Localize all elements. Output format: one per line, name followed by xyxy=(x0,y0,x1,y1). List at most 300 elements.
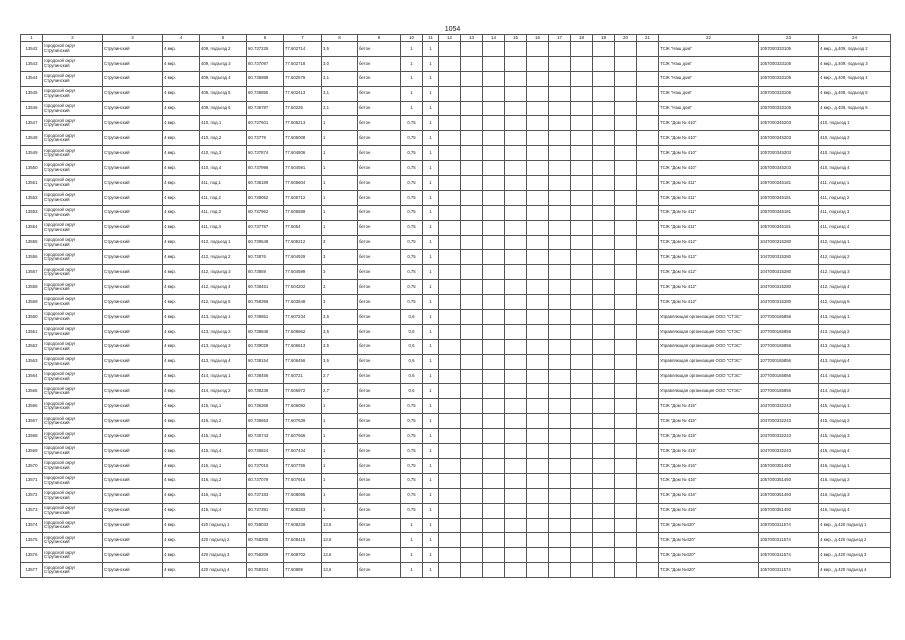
table-cell xyxy=(571,131,593,146)
table-cell xyxy=(549,324,571,339)
table-cell xyxy=(549,458,571,473)
table-cell: 412, подъезд 5 xyxy=(819,295,891,310)
table-cell: 412, подъезд 5 xyxy=(200,295,247,310)
table-cell: 416, под.1 xyxy=(200,458,247,473)
table-cell xyxy=(439,369,461,384)
table-row xyxy=(21,488,891,503)
table-cell: 413, подъезд 4 xyxy=(200,354,247,369)
table-cell: 415, под.1 xyxy=(200,399,247,414)
table-cell: 0,75 xyxy=(401,146,423,161)
table-cell: 1 xyxy=(401,71,423,86)
table-cell: 4 мкр. xyxy=(163,473,200,488)
table-cell: 77.60721 xyxy=(284,369,322,384)
table-cell: 409, подъезд 6 xyxy=(200,101,247,116)
table-cell xyxy=(527,250,549,265)
table-cell: 1 xyxy=(401,101,423,116)
table-cell xyxy=(549,339,571,354)
table-cell: 13542 xyxy=(21,42,43,57)
table-cell: бетон xyxy=(358,56,401,71)
table-cell xyxy=(505,563,527,578)
table-cell: 1 xyxy=(423,295,439,310)
table-cell: 413, подъезд 3 xyxy=(819,339,891,354)
table-cell: 1057000345203 xyxy=(759,131,819,146)
table-row xyxy=(21,101,891,116)
table-cell xyxy=(439,444,461,459)
table-cell xyxy=(461,235,483,250)
table-cell: бетон xyxy=(358,324,401,339)
table-cell: городской округ Струпинский xyxy=(43,265,103,280)
table-cell: 77.604202 xyxy=(284,280,322,295)
table-cell: ТСЖ "Дом № 415" xyxy=(659,414,759,429)
table-cell xyxy=(571,444,593,459)
table-cell: 77.605008 xyxy=(284,131,322,146)
table-cell xyxy=(483,369,505,384)
table-cell xyxy=(571,250,593,265)
table-cell: бетон xyxy=(358,533,401,548)
table-cell xyxy=(505,488,527,503)
table-cell: 77.605604 xyxy=(284,176,322,191)
table-cell: 13568 xyxy=(21,429,43,444)
table-cell xyxy=(549,414,571,429)
table-cell xyxy=(593,131,615,146)
table-cell: городской округ Струпинский xyxy=(43,310,103,325)
table-cell: 411, подъезд 1 xyxy=(819,176,891,191)
table-cell: 60.736787 xyxy=(247,101,284,116)
table-cell: 415, под.2 xyxy=(200,414,247,429)
table-cell: 1057000351493 xyxy=(759,458,819,473)
column-number-cell: 15 xyxy=(505,35,527,42)
table-cell xyxy=(461,369,483,384)
table-cell xyxy=(637,310,659,325)
table-cell xyxy=(593,205,615,220)
table-row xyxy=(21,176,891,191)
table-cell: Струпинский xyxy=(103,339,163,354)
table-cell: 60.737391 xyxy=(247,503,284,518)
table-cell xyxy=(571,146,593,161)
table-cell xyxy=(637,220,659,235)
table-cell: Струпинский xyxy=(103,131,163,146)
table-cell xyxy=(571,220,593,235)
table-cell xyxy=(505,235,527,250)
table-cell xyxy=(615,488,637,503)
table-cell xyxy=(527,458,549,473)
table-cell: 0,75 xyxy=(401,220,423,235)
table-cell: 60.736743 xyxy=(247,429,284,444)
table-cell: 77.606613 xyxy=(284,339,322,354)
table-cell: 4 мкр. xyxy=(163,161,200,176)
table-cell xyxy=(461,131,483,146)
table-cell xyxy=(527,533,549,548)
table-cell: 1 xyxy=(322,220,358,235)
table-cell: 416, подъезд 2 xyxy=(819,473,891,488)
table-cell: 4 мкр. xyxy=(163,146,200,161)
table-cell: 13,6 xyxy=(322,563,358,578)
table-cell: 13554 xyxy=(21,220,43,235)
table-cell xyxy=(483,235,505,250)
table-cell: 3 xyxy=(322,235,358,250)
table-cell: 416, под.3 xyxy=(200,488,247,503)
table-cell xyxy=(483,146,505,161)
table-cell: 77.605712 xyxy=(284,190,322,205)
table-cell xyxy=(637,86,659,101)
table-cell xyxy=(505,429,527,444)
table-cell: 1 xyxy=(423,473,439,488)
table-cell xyxy=(637,116,659,131)
table-cell: 3,1 xyxy=(322,86,358,101)
table-cell xyxy=(571,548,593,563)
table-cell: 1057000345203 xyxy=(759,116,819,131)
table-cell: 3,5 xyxy=(322,310,358,325)
table-row xyxy=(21,220,891,235)
table-cell: 4 мкр. xyxy=(163,458,200,473)
table-cell xyxy=(483,444,505,459)
table-cell: 60.736855 xyxy=(247,86,284,101)
table-cell xyxy=(593,324,615,339)
table-cell: 410, подъезд 1 xyxy=(819,116,891,131)
table-cell: ТСЖ "Дом №420" xyxy=(659,563,759,578)
table-cell: 0,75 xyxy=(401,250,423,265)
table-cell: городской округ Струпинский xyxy=(43,354,103,369)
table-cell: 1 xyxy=(322,503,358,518)
table-cell xyxy=(483,265,505,280)
table-cell xyxy=(593,473,615,488)
table-cell xyxy=(505,369,527,384)
table-cell xyxy=(439,295,461,310)
table-cell: 411, подъезд 3 xyxy=(819,205,891,220)
table-cell: 409, подъезд 4 xyxy=(200,71,247,86)
table-cell: 77.602714 xyxy=(284,42,322,57)
table-cell xyxy=(461,444,483,459)
table-cell xyxy=(439,101,461,116)
table-cell xyxy=(527,190,549,205)
table-cell: бетон xyxy=(358,563,401,578)
column-number-cell: 22 xyxy=(659,35,759,42)
table-cell xyxy=(571,429,593,444)
table-cell xyxy=(549,42,571,57)
table-cell xyxy=(483,190,505,205)
table-cell: 60.738052 xyxy=(247,190,284,205)
table-cell: 1 xyxy=(423,324,439,339)
table-cell xyxy=(505,458,527,473)
table-cell: 1 xyxy=(423,56,439,71)
table-cell: ТСЖ "Дом № 410" xyxy=(659,161,759,176)
table-cell xyxy=(593,101,615,116)
table-cell xyxy=(527,86,549,101)
table-cell xyxy=(615,295,637,310)
table-cell: 1 xyxy=(322,205,358,220)
table-cell xyxy=(527,548,549,563)
table-row xyxy=(21,339,891,354)
table-cell: 13,6 xyxy=(322,548,358,563)
table-cell: 13561 xyxy=(21,324,43,339)
table-cell: 0,6 xyxy=(401,310,423,325)
table-cell: 1057000333105 xyxy=(759,42,819,57)
table-cell: Струпинский xyxy=(103,146,163,161)
table-cell: 77.608095 xyxy=(284,488,322,503)
table-cell xyxy=(571,56,593,71)
table-cell xyxy=(483,176,505,191)
table-cell xyxy=(461,190,483,205)
table-cell xyxy=(637,458,659,473)
table-cell: городской округ Струпинский xyxy=(43,473,103,488)
table-cell: 1 xyxy=(322,190,358,205)
table-cell xyxy=(505,86,527,101)
table-cell: 411, под.3 xyxy=(200,205,247,220)
table-cell xyxy=(527,131,549,146)
table-cell: 13576 xyxy=(21,548,43,563)
table-cell: 1 xyxy=(322,414,358,429)
table-cell xyxy=(527,414,549,429)
table-cell xyxy=(505,518,527,533)
table-cell: городской округ Струпинский xyxy=(43,503,103,518)
table-cell xyxy=(505,116,527,131)
table-cell xyxy=(637,205,659,220)
table-cell: 60.737601 xyxy=(247,116,284,131)
table-cell: 411, под.1 xyxy=(200,176,247,191)
table-row xyxy=(21,399,891,414)
table-cell: 1077000165856 xyxy=(759,384,819,399)
table-cell: городской округ Струпинский xyxy=(43,563,103,578)
table-cell: 1057000311574 xyxy=(759,548,819,563)
table-cell: 4 мкр. xyxy=(163,503,200,518)
table-cell: 13545 xyxy=(21,86,43,101)
table-cell: 1057000311574 xyxy=(759,518,819,533)
table-cell: 1077000165856 xyxy=(759,310,819,325)
table-cell: городской округ Струпинский xyxy=(43,280,103,295)
table-cell xyxy=(571,369,593,384)
table-cell xyxy=(461,101,483,116)
table-cell xyxy=(461,473,483,488)
table-cell: 13570 xyxy=(21,458,43,473)
table-cell xyxy=(571,86,593,101)
table-cell xyxy=(483,42,505,57)
table-cell: 13560 xyxy=(21,310,43,325)
column-number-cell: 1 xyxy=(21,35,43,42)
table-cell xyxy=(505,399,527,414)
table-cell xyxy=(439,176,461,191)
table-cell xyxy=(461,458,483,473)
table-cell xyxy=(571,205,593,220)
table-cell xyxy=(461,205,483,220)
table-cell: 77.607234 xyxy=(284,310,322,325)
table-cell xyxy=(549,503,571,518)
table-cell: 60.758209 xyxy=(247,548,284,563)
table-cell xyxy=(461,354,483,369)
table-cell xyxy=(483,310,505,325)
table-cell: бетон xyxy=(358,339,401,354)
table-cell xyxy=(615,503,637,518)
table-cell xyxy=(483,384,505,399)
table-cell xyxy=(461,176,483,191)
table-cell xyxy=(571,101,593,116)
table-cell: 1 xyxy=(423,488,439,503)
table-cell xyxy=(527,429,549,444)
table-cell xyxy=(483,473,505,488)
table-cell xyxy=(483,220,505,235)
table-cell: городской округ Струпинский xyxy=(43,101,103,116)
table-cell xyxy=(615,161,637,176)
table-cell xyxy=(549,220,571,235)
table-cell: 4 мкр. xyxy=(163,488,200,503)
table-row xyxy=(21,384,891,399)
table-cell xyxy=(637,354,659,369)
table-cell: 3 xyxy=(322,265,358,280)
table-cell: 1 xyxy=(423,414,439,429)
table-cell: Струпинский xyxy=(103,414,163,429)
table-cell xyxy=(571,414,593,429)
table-cell xyxy=(593,176,615,191)
table-cell: 1 xyxy=(423,384,439,399)
table-cell xyxy=(439,42,461,57)
table-cell xyxy=(527,101,549,116)
table-cell xyxy=(549,444,571,459)
table-cell: 4 мкр. xyxy=(163,42,200,57)
table-cell: 60.737097 xyxy=(247,56,284,71)
table-cell xyxy=(593,399,615,414)
table-cell: 410, подъезд 4 xyxy=(819,161,891,176)
table-cell: 4 мкр. xyxy=(163,339,200,354)
table-cell: ТСЖ "Дом № 412" xyxy=(659,280,759,295)
table-cell: городской округ Струпинский xyxy=(43,548,103,563)
table-cell: 415, подъезд 1 xyxy=(819,399,891,414)
table-cell xyxy=(461,429,483,444)
table-cell: 60.758205 xyxy=(247,533,284,548)
table-cell: городской округ Струпинский xyxy=(43,399,103,414)
table-cell xyxy=(505,280,527,295)
table-cell: Струпинский xyxy=(103,444,163,459)
table-cell: городской округ Струпинский xyxy=(43,339,103,354)
column-number-cell: 5 xyxy=(200,35,247,42)
table-cell: городской округ Струпинский xyxy=(43,86,103,101)
table-cell xyxy=(461,265,483,280)
table-cell xyxy=(439,488,461,503)
table-cell: 0,75 xyxy=(401,116,423,131)
table-cell xyxy=(637,161,659,176)
table-cell xyxy=(593,458,615,473)
table-cell: Струпинский xyxy=(103,101,163,116)
table-cell: 0,75 xyxy=(401,131,423,146)
table-cell: 4 мкр. xyxy=(163,444,200,459)
table-cell xyxy=(439,265,461,280)
table-cell: бетон xyxy=(358,250,401,265)
table-cell xyxy=(571,563,593,578)
table-cell xyxy=(549,473,571,488)
table-cell xyxy=(615,280,637,295)
table-cell: ТСЖ "Дом № 412" xyxy=(659,295,759,310)
table-cell: 1057000311574 xyxy=(759,533,819,548)
table-cell: городской округ Струпинский xyxy=(43,518,103,533)
table-cell: 1 xyxy=(322,444,358,459)
table-cell xyxy=(527,339,549,354)
table-cell: 0,6 xyxy=(401,354,423,369)
table-cell xyxy=(527,161,549,176)
table-cell: 1057000345181 xyxy=(759,190,819,205)
table-cell: городской округ Струпинский xyxy=(43,42,103,57)
table-cell: Струпинский xyxy=(103,384,163,399)
table-cell xyxy=(571,518,593,533)
table-row xyxy=(21,56,891,71)
table-cell: ТСЖ "Дом №420" xyxy=(659,518,759,533)
table-cell xyxy=(615,235,637,250)
table-cell xyxy=(483,116,505,131)
table-cell xyxy=(615,563,637,578)
table-cell: 2,7 xyxy=(322,369,358,384)
table-cell: 412, подъезд 2 xyxy=(200,250,247,265)
table-cell xyxy=(461,563,483,578)
table-cell: бетон xyxy=(358,116,401,131)
table-cell: 0,75 xyxy=(401,161,423,176)
table-cell xyxy=(439,220,461,235)
table-row xyxy=(21,235,891,250)
table-cell: 0,75 xyxy=(401,503,423,518)
table-cell: бетон xyxy=(358,458,401,473)
table-cell: 4 мкр. xyxy=(163,86,200,101)
table-cell xyxy=(505,384,527,399)
table-cell: 4 мкр., д.420 подъезд 3 xyxy=(819,548,891,563)
table-cell: 413, подъезд 2 xyxy=(819,324,891,339)
table-cell: 420 подъезд 3 xyxy=(200,548,247,563)
table-cell xyxy=(439,399,461,414)
table-cell: 77.607666 xyxy=(284,429,322,444)
table-cell: 1 xyxy=(423,131,439,146)
table-cell xyxy=(505,176,527,191)
table-cell: Струпинский xyxy=(103,161,163,176)
table-cell: 410, под.3 xyxy=(200,146,247,161)
table-cell: бетон xyxy=(358,414,401,429)
table-cell xyxy=(527,444,549,459)
table-cell: 1057000345181 xyxy=(759,176,819,191)
table-cell: 1 xyxy=(423,429,439,444)
table-cell xyxy=(593,116,615,131)
table-cell: 13544 xyxy=(21,71,43,86)
table-cell: 4 мкр. xyxy=(163,399,200,414)
table-cell: 60.737787 xyxy=(247,220,284,235)
table-cell xyxy=(549,250,571,265)
table-cell: 0,75 xyxy=(401,265,423,280)
table-cell xyxy=(549,548,571,563)
table-cell: 4 мкр., д.409, подъезд 6 xyxy=(819,101,891,116)
table-cell xyxy=(549,176,571,191)
table-cell xyxy=(461,384,483,399)
table-cell: 416, подъезд 3 xyxy=(819,488,891,503)
table-cell: 4 мкр. xyxy=(163,414,200,429)
table-cell: Струпинский xyxy=(103,235,163,250)
table-cell: 13556 xyxy=(21,250,43,265)
table-cell: 4 мкр., д.409, подъезд 2 xyxy=(819,42,891,57)
table-cell: 4 мкр. xyxy=(163,354,200,369)
table-cell xyxy=(549,310,571,325)
table-cell: 414, подъезд 1 xyxy=(819,369,891,384)
table-cell xyxy=(483,563,505,578)
column-number-cell: 7 xyxy=(284,35,322,42)
table-cell xyxy=(637,101,659,116)
table-cell xyxy=(483,295,505,310)
table-cell: 413, подъезд 3 xyxy=(200,339,247,354)
table-cell xyxy=(439,131,461,146)
table-cell: бетон xyxy=(358,101,401,116)
table-cell xyxy=(505,354,527,369)
table-cell xyxy=(571,503,593,518)
table-cell xyxy=(439,533,461,548)
table-cell xyxy=(527,71,549,86)
table-cell xyxy=(637,369,659,384)
table-cell xyxy=(549,146,571,161)
table-cell: 3 xyxy=(322,280,358,295)
table-cell xyxy=(571,71,593,86)
table-cell: 415, подъезд 4 xyxy=(819,444,891,459)
table-cell: 4 мкр. xyxy=(163,131,200,146)
table-cell xyxy=(571,176,593,191)
